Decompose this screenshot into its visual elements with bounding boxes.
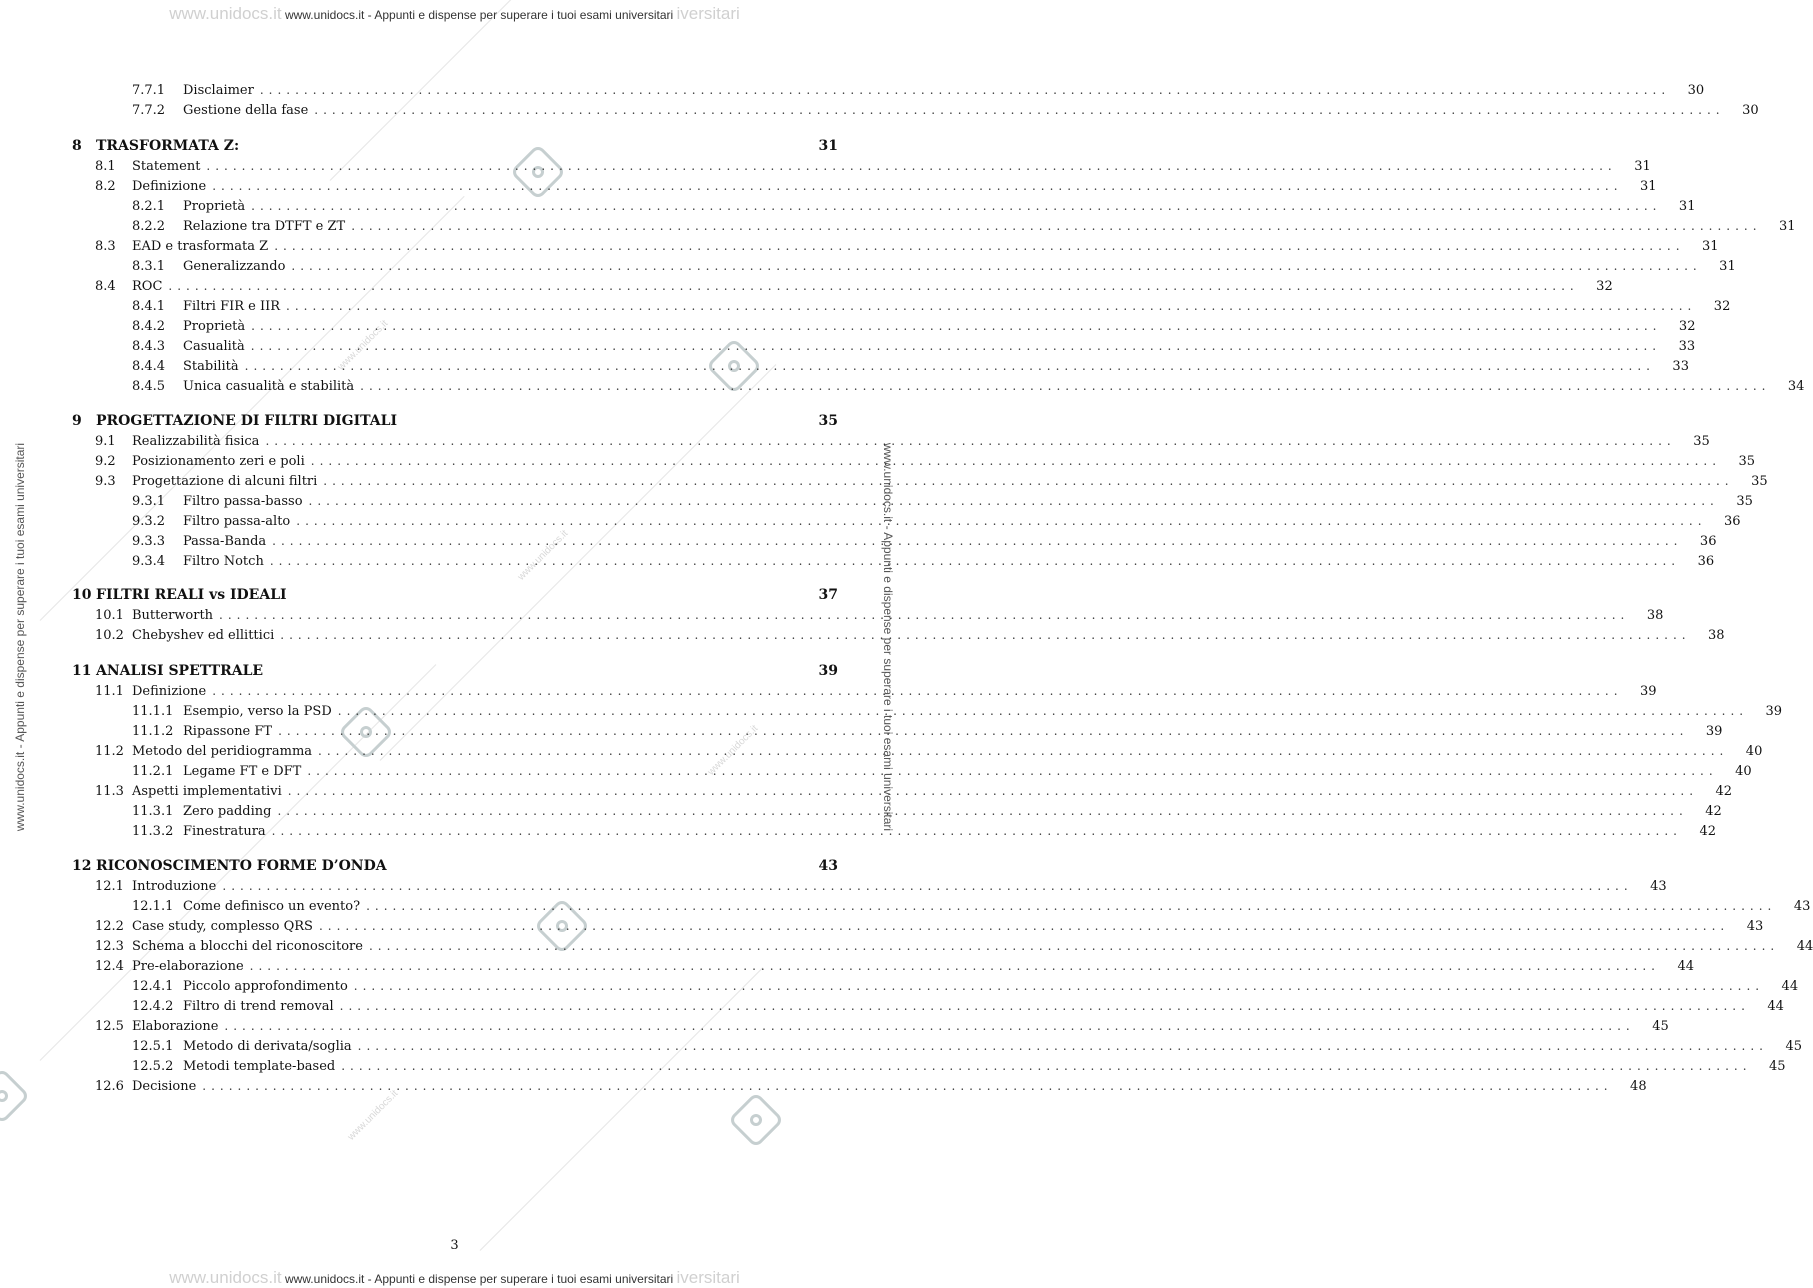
toc-subsection-entry[interactable] [72, 821, 1716, 841]
toc-entry-title: Butterworth [132, 608, 214, 623]
toc-entry-title: Decisione [132, 1079, 197, 1094]
toc-section-entry[interactable] [72, 431, 1710, 451]
toc-entry-page: 36 [1697, 554, 1715, 569]
toc-leader-dots: ................................................................................................................................................................ [219, 608, 1630, 622]
toc-entry-number: 8.1 [95, 159, 116, 174]
toc-leader-dots: ................................................................................................................................................................ [274, 239, 1685, 253]
toc-section-entry[interactable] [72, 936, 1813, 956]
toc-entry-title: Chebyshev ed ellittici [132, 628, 275, 643]
watermark-text: www.unidocs.it [705, 723, 761, 778]
toc-entry-title: Generalizzando [183, 259, 286, 274]
toc-entry-title: TRASFORMATA Z: [96, 138, 240, 154]
toc-leader-dots: ................................................................................................................................................................ [323, 474, 1734, 488]
toc-entry-number: 10.1 [95, 608, 124, 623]
toc-entry-number: 8.2 [95, 179, 116, 194]
toc-entry-title: Passa-Banda [183, 534, 267, 549]
toc-leader-dots: ................................................................................................................................................................ [206, 159, 1617, 173]
toc-entry-number: 9.3.2 [132, 514, 166, 529]
toc-entry-number: 9.1 [95, 434, 116, 449]
toc-entry-number: 12.4 [95, 959, 124, 974]
toc-entry-number: 12 [72, 858, 92, 874]
toc-entry-number: 12.5.2 [132, 1059, 174, 1074]
toc-entry-number: 9.3 [95, 474, 116, 489]
toc-chapter-entry[interactable] [72, 411, 838, 431]
toc-entry-page: 35 [1693, 434, 1710, 449]
toc-entry-number: 12.4.1 [132, 979, 174, 994]
toc-entry-number: 12.2 [95, 919, 124, 934]
toc-entry-title: Zero padding [183, 804, 272, 819]
toc-entry-number: 11.2 [95, 744, 124, 759]
toc-entry-number: 11.3.1 [132, 804, 174, 819]
toc-subsection-entry[interactable] [72, 896, 1811, 916]
toc-entry-number: 9.3.4 [132, 554, 166, 569]
toc-entry-number: 8.2.1 [132, 199, 166, 214]
toc-entry-title: Come definisco un evento? [183, 899, 361, 914]
footer-banner[interactable] [0, 1268, 909, 1288]
watermark-text: www.unidocs.it [345, 1088, 401, 1143]
toc-section-entry[interactable] [72, 471, 1768, 491]
toc-subsection-entry[interactable] [72, 721, 1723, 741]
toc-subsection-entry[interactable] [72, 80, 1705, 100]
toc-leader-dots: ................................................................................................................................................................ [269, 554, 1681, 568]
toc-chapter-entry[interactable] [72, 661, 838, 681]
toc-entry-page: 31 [1701, 239, 1719, 254]
toc-entry-page: 32 [1678, 319, 1696, 334]
toc-leader-dots: ................................................................................................................................................................ [202, 1079, 1613, 1093]
toc-leader-dots: ................................................................................................................................................................ [357, 1039, 1768, 1053]
toc-entry-number: 12.5.1 [132, 1039, 174, 1054]
toc-entry-title: Filtro passa-alto [183, 514, 291, 529]
toc-subsection-entry[interactable] [72, 976, 1799, 996]
toc-subsection-entry[interactable] [72, 216, 1796, 236]
toc-leader-dots: ................................................................................................................................................................ [339, 999, 1750, 1013]
toc-entry-number: 12.6 [95, 1079, 124, 1094]
toc-leader-dots: ................................................................................................................................................................ [250, 339, 1662, 353]
toc-leader-dots: ................................................................................................................................................................ [272, 534, 1683, 548]
toc-entry-number: 11.3 [95, 784, 124, 799]
toc-section-entry[interactable] [72, 625, 1725, 645]
toc-leader-dots: ................................................................................................................................................................ [265, 434, 1676, 448]
toc-entry-page: 35 [1751, 474, 1768, 489]
toc-entry-page: 45 [1768, 1059, 1786, 1074]
unidocs-logo-icon [728, 1092, 785, 1149]
toc-entry-title: Proprietà [183, 319, 246, 334]
toc-leader-dots: ................................................................................................................................................................ [280, 628, 1691, 642]
toc-entry-page: 32 [1713, 299, 1731, 314]
toc-leader-dots: ................................................................................................................................................................ [310, 454, 1722, 468]
toc-leader-dots: ................................................................................................................................................................ [341, 1059, 1752, 1073]
toc-entry-title: FILTRI REALI vs IDEALI [96, 587, 287, 603]
toc-entry-title: Definizione [132, 684, 207, 699]
toc-entry-number: 10.2 [95, 628, 124, 643]
banner-ghost-right: iversitari [676, 4, 740, 23]
toc-entry-page: 43 [818, 858, 838, 874]
toc-entry-page: 42 [1705, 804, 1722, 819]
toc-leader-dots: ................................................................................................................................................................ [278, 724, 1689, 738]
toc-entry-page: 45 [1652, 1019, 1669, 1034]
toc-entry-title: Piccolo approfondimento [183, 979, 348, 994]
toc-entry-title: Aspetti implementativi [132, 784, 282, 799]
toc-leader-dots: ................................................................................................................................................................ [259, 83, 1671, 97]
toc-subsection-entry[interactable] [72, 761, 1752, 781]
toc-leader-dots: ................................................................................................................................................................ [368, 939, 1780, 953]
toc-leader-dots: ................................................................................................................................................................ [287, 784, 1699, 798]
toc-leader-dots: ................................................................................................................................................................ [307, 764, 1718, 778]
toc-entry-title: Definizione [132, 179, 207, 194]
toc-entry-title: Filtro di trend removal [183, 999, 334, 1014]
toc-entry-number: 12.4.2 [132, 999, 174, 1014]
toc-entry-title: ROC [132, 279, 163, 294]
toc-entry-page: 33 [1678, 339, 1696, 354]
toc-entry-page: 31 [1678, 199, 1696, 214]
toc-leader-dots: ................................................................................................................................................................ [314, 103, 1725, 117]
banner-text[interactable]: www.unidocs.it - Appunti e dispense per superare i tuoi esami universitari [284, 1272, 674, 1286]
toc-entry-page: 43 [1746, 919, 1764, 934]
toc-entry-number: 7.7.2 [132, 103, 166, 118]
toc-entry-number: 12.1.1 [132, 899, 174, 914]
toc-entry-page: 35 [818, 413, 838, 429]
toc-entry-page: 42 [1715, 784, 1733, 799]
toc-entry-page: 48 [1630, 1079, 1647, 1094]
toc-leader-dots: ................................................................................................................................................................ [337, 704, 1749, 718]
toc-entry-number: 9.2 [95, 454, 116, 469]
toc-chapter-entry[interactable] [72, 136, 838, 156]
toc-section-entry[interactable] [72, 876, 1667, 896]
toc-entry-title: Pre-elaborazione [132, 959, 244, 974]
banner-ghost-left: www.unidocs.it [169, 1268, 282, 1287]
toc-entry-page: 37 [818, 587, 838, 603]
toc-entry-title: Metodo del peridiogramma [132, 744, 313, 759]
toc-entry-title: Filtro passa-basso [183, 494, 303, 509]
toc-subsection-entry[interactable] [72, 100, 1759, 120]
toc-entry-page: 31 [1778, 219, 1796, 234]
toc-section-entry[interactable] [72, 236, 1719, 256]
toc-entry-page: 39 [818, 663, 838, 679]
toc-entry-title: Schema a blocchi del riconoscitore [132, 939, 363, 954]
toc-entry-title: Casualità [183, 339, 245, 354]
toc-leader-dots: ................................................................................................................................................................ [308, 494, 1719, 508]
unidocs-logo-icon [0, 1068, 30, 1125]
toc-subsection-entry[interactable] [72, 356, 1689, 376]
side-banner-right[interactable]: www.unidocs.it - Appunti e dispense per superare i tuoi esami universitari [881, 442, 895, 832]
toc-entry-page: 40 [1735, 764, 1752, 779]
toc-entry-number: 8 [72, 138, 82, 154]
toc-entry-page: 39 [1765, 704, 1783, 719]
toc-subsection-entry[interactable] [72, 701, 1783, 721]
toc-entry-title: Proprietà [183, 199, 246, 214]
toc-subsection-entry[interactable] [72, 336, 1696, 356]
toc-entry-number: 7.7.1 [132, 83, 166, 98]
toc-leader-dots: ................................................................................................................................................................ [168, 279, 1579, 293]
toc-entry-number: 8.4.4 [132, 359, 166, 374]
toc-subsection-entry[interactable] [72, 511, 1741, 531]
toc-leader-dots: ................................................................................................................................................................ [277, 804, 1688, 818]
toc-chapter-entry[interactable] [72, 856, 838, 876]
toc-entry-page: 38 [1646, 608, 1664, 623]
toc-entry-title: Gestione della fase [183, 103, 309, 118]
toc-leader-dots: ................................................................................................................................................................ [351, 219, 1762, 233]
toc-entry-title: Filtro Notch [183, 554, 264, 569]
toc-entry-page: 42 [1699, 824, 1716, 839]
toc-leader-dots: ................................................................................................................................................................ [212, 179, 1623, 193]
toc-entry-title: Realizzabilità fisica [132, 434, 260, 449]
toc-entry-number: 12.1 [95, 879, 124, 894]
toc-subsection-entry[interactable] [72, 296, 1731, 316]
toc-entry-number: 10 [72, 587, 92, 603]
toc-entry-page: 35 [1738, 454, 1756, 469]
toc-entry-title: Filtri FIR e IIR [183, 299, 281, 314]
toc-chapter-entry[interactable] [72, 585, 838, 605]
toc-entry-title: PROGETTAZIONE DI FILTRI DIGITALI [96, 413, 398, 429]
toc-leader-dots: ................................................................................................................................................................ [251, 199, 1662, 213]
toc-subsection-entry[interactable] [72, 996, 1784, 1016]
banner-ghost-left: www.unidocs.it [169, 4, 282, 23]
toc-leader-dots: ................................................................................................................................................................ [271, 824, 1682, 838]
toc-entry-number: 11.3.2 [132, 824, 174, 839]
toc-section-entry[interactable] [72, 741, 1763, 761]
page-number: 3 [450, 1238, 459, 1253]
toc-entry-number: 8.4.5 [132, 379, 166, 394]
toc-entry-page: 43 [1793, 899, 1811, 914]
toc-entry-title: Case study, complesso QRS [132, 919, 313, 934]
watermark-text: www.unidocs.it [515, 528, 571, 583]
header-banner[interactable] [0, 4, 909, 24]
toc-section-entry[interactable] [72, 1076, 1647, 1096]
toc-subsection-entry[interactable] [72, 491, 1753, 511]
toc-leader-dots: ................................................................................................................................................................ [224, 1019, 1635, 1033]
toc-entry-number: 11.1.1 [132, 704, 174, 719]
toc-leader-dots: ................................................................................................................................................................ [318, 744, 1729, 758]
toc-section-entry[interactable] [72, 916, 1764, 936]
toc-leader-dots: ................................................................................................................................................................ [286, 299, 1697, 313]
toc-entry-page: 44 [1781, 979, 1799, 994]
toc-entry-page: 39 [1705, 724, 1723, 739]
toc-section-entry[interactable] [72, 681, 1657, 701]
toc-entry-title: Disclaimer [183, 83, 254, 98]
toc-entry-number: 11.1 [95, 684, 124, 699]
toc-leader-dots: ................................................................................................................................................................ [360, 379, 1771, 393]
toc-entry-title: RICONOSCIMENTO FORME D’ONDA [96, 858, 387, 874]
toc-entry-title: Ripassone FT [183, 724, 273, 739]
toc-entry-title: Statement [132, 159, 201, 174]
toc-entry-number: 9.3.3 [132, 534, 166, 549]
toc-subsection-entry[interactable] [72, 551, 1715, 571]
toc-entry-page: 31 [818, 138, 838, 154]
toc-entry-page: 36 [1724, 514, 1741, 529]
toc-leader-dots: ................................................................................................................................................................ [353, 979, 1765, 993]
banner-text[interactable]: www.unidocs.it - Appunti e dispense per superare i tuoi esami universitari [284, 8, 674, 22]
toc-section-entry[interactable] [72, 956, 1694, 976]
toc-entry-title: Posizionamento zeri e poli [132, 454, 305, 469]
toc-entry-page: 40 [1745, 744, 1763, 759]
toc-section-entry[interactable] [72, 781, 1733, 801]
toc-subsection-entry[interactable] [72, 256, 1736, 276]
watermark-text: www.unidocs.it [335, 318, 391, 373]
toc-entry-page: 39 [1639, 684, 1657, 699]
toc-section-entry[interactable] [72, 1016, 1669, 1036]
toc-section-entry[interactable] [72, 176, 1657, 196]
toc-subsection-entry[interactable] [72, 531, 1717, 551]
toc-leader-dots: ................................................................................................................................................................ [291, 259, 1702, 273]
toc-leader-dots: ................................................................................................................................................................ [296, 514, 1707, 528]
toc-subsection-entry[interactable] [72, 801, 1722, 821]
toc-entry-title: Stabilità [183, 359, 239, 374]
toc-entry-number: 8.4 [95, 279, 116, 294]
toc-entry-page: 34 [1787, 379, 1805, 394]
toc-entry-title: EAD e trasformata Z [132, 239, 269, 254]
toc-entry-number: 8.4.2 [132, 319, 166, 334]
toc-entry-title: Relazione tra DTFT e ZT [183, 219, 346, 234]
toc-entry-page: 31 [1634, 159, 1651, 174]
toc-entry-page: 32 [1596, 279, 1613, 294]
toc-section-entry[interactable] [72, 276, 1613, 296]
toc-entry-number: 12.3 [95, 939, 124, 954]
toc-entry-page: 44 [1767, 999, 1784, 1014]
toc-leader-dots: ................................................................................................................................................................ [366, 899, 1777, 913]
toc-entry-title: Introduzione [132, 879, 217, 894]
toc-entry-page: 35 [1736, 494, 1753, 509]
toc-section-entry[interactable] [72, 605, 1664, 625]
toc-section-entry[interactable] [72, 451, 1756, 471]
toc-entry-number: 11.2.1 [132, 764, 174, 779]
toc-entry-number: 12.5 [95, 1019, 124, 1034]
toc-subsection-entry[interactable] [72, 1036, 1802, 1056]
toc-entry-title: Esempio, verso la PSD [183, 704, 332, 719]
toc-entry-title: ANALISI SPETTRALE [96, 663, 264, 679]
toc-entry-page: 31 [1639, 179, 1657, 194]
toc-entry-title: Legame FT e DFT [183, 764, 302, 779]
toc-entry-title: Metodi template-based [183, 1059, 336, 1074]
toc-leader-dots: ................................................................................................................................................................ [249, 959, 1660, 973]
toc-leader-dots: ................................................................................................................................................................ [222, 879, 1633, 893]
toc-entry-number: 8.3 [95, 239, 116, 254]
toc-entry-number: 8.4.1 [132, 299, 166, 314]
toc-entry-title: Progettazione di alcuni filtri [132, 474, 318, 489]
toc-entry-page: 44 [1677, 959, 1694, 974]
toc-leader-dots: ................................................................................................................................................................ [244, 359, 1655, 373]
toc-entry-number: 8.4.3 [132, 339, 166, 354]
toc-entry-title: Elaborazione [132, 1019, 219, 1034]
toc-entry-page: 43 [1650, 879, 1667, 894]
banner-ghost-right: iversitari [676, 1268, 740, 1287]
toc-entry-page: 44 [1796, 939, 1813, 954]
toc-entry-title: Unica casualità e stabilità [183, 379, 355, 394]
toc-entry-page: 30 [1687, 83, 1705, 98]
toc-entry-page: 45 [1785, 1039, 1802, 1054]
toc-entry-number: 9 [72, 413, 82, 429]
toc-entry-page: 38 [1708, 628, 1725, 643]
toc-entry-page: 30 [1742, 103, 1759, 118]
toc-subsection-entry[interactable] [72, 196, 1696, 216]
toc-entry-number: 8.3.1 [132, 259, 166, 274]
toc-entry-number: 11.1.2 [132, 724, 174, 739]
toc-subsection-entry[interactable] [72, 1056, 1786, 1076]
toc-leader-dots: ................................................................................................................................................................ [212, 684, 1623, 698]
side-banner-left[interactable]: www.unidocs.it - Appunti e dispense per superare i tuoi esami universitari [13, 442, 27, 832]
toc-entry-number: 8.2.2 [132, 219, 166, 234]
toc-entry-number: 11 [72, 663, 92, 679]
toc-entry-title: Metodo di derivata/soglia [183, 1039, 352, 1054]
toc-entry-title: Finestratura [183, 824, 266, 839]
toc-leader-dots: ................................................................................................................................................................ [318, 919, 1730, 933]
toc-entry-number: 9.3.1 [132, 494, 166, 509]
toc-entry-page: 31 [1719, 259, 1736, 274]
toc-subsection-entry[interactable] [72, 316, 1696, 336]
toc-entry-page: 33 [1672, 359, 1689, 374]
toc-section-entry[interactable] [72, 156, 1651, 176]
toc-leader-dots: ................................................................................................................................................................ [251, 319, 1662, 333]
toc-entry-page: 36 [1699, 534, 1717, 549]
toc-subsection-entry[interactable] [72, 376, 1805, 396]
